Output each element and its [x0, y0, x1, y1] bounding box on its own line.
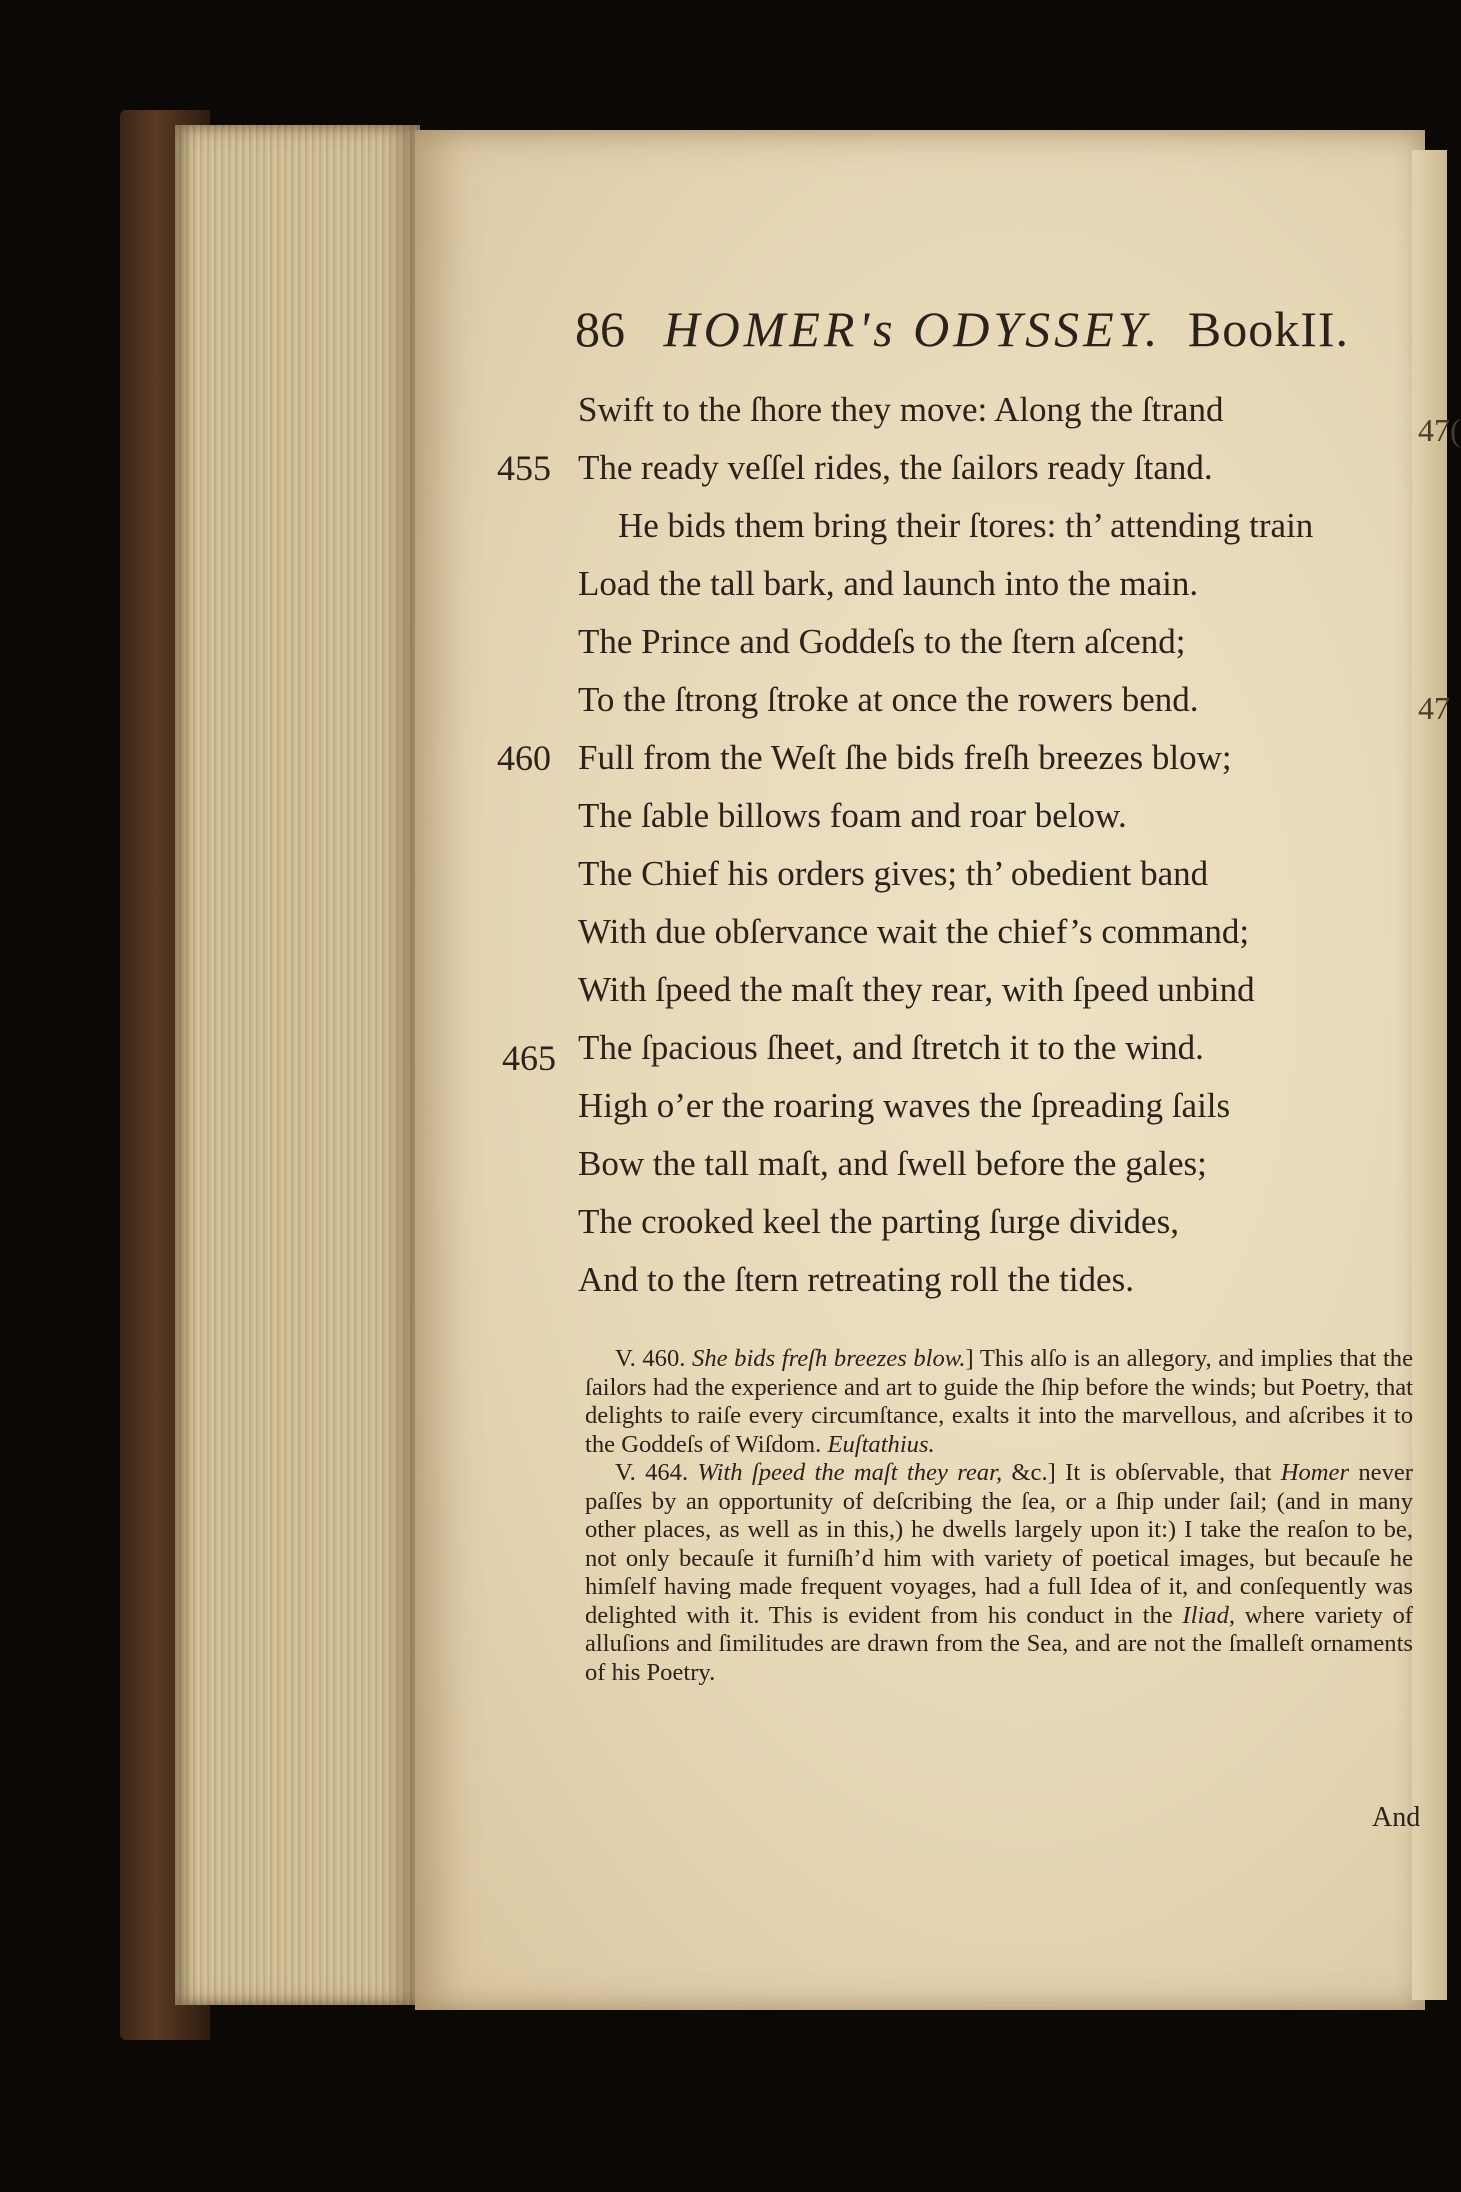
verse-line: Bow the tall maſt, and ſwell before the gales;	[578, 1144, 1207, 1183]
verse-line: Full from the Weſt ſhe bids freſh breezes blow;	[578, 738, 1232, 777]
page-number: 86	[575, 301, 625, 357]
line-number: 465	[502, 1038, 556, 1078]
verse-line: The Prince and Goddeſs to the ſtern aſcend;	[578, 622, 1186, 661]
note-lemma: With ſpeed the maſt they rear,	[697, 1459, 1003, 1486]
line-number: 455	[497, 448, 551, 488]
note-text: &c.] It is obſervable, that	[1002, 1459, 1281, 1486]
verse-line: To the ſtrong ſtroke at once the rowers bend.	[578, 680, 1199, 719]
verse-line: The Chief his orders gives; th’ obedient band	[578, 854, 1209, 893]
verse-line: He bids them bring their ſtores: th’ attending train	[618, 506, 1314, 545]
facing-line-number: 47	[1418, 690, 1450, 726]
footnotes	[585, 1345, 1413, 1687]
running-head	[575, 300, 1349, 358]
note-text: never paſſes by an opportunity of deſcribing the ſea, or a ſhip under ſail; (and in many other places, as well as in this,) he dwells largely upon it:) I take the reaſon to be, not only becauſe it furniſh’d him with variety of poetical images, but becauſe he himſelf having made frequent voyages, had a full Idea of it, and conſequently was delighted with it. This is evident from his conduct in the	[585, 1459, 1413, 1629]
note-text: where variety of alluſions and ſimilitudes are drawn from the Sea, and are not the ſmalleſt ornaments of his Poetry.	[585, 1601, 1413, 1686]
verse-line: The crooked keel the parting ſurge divides,	[578, 1202, 1179, 1241]
note-text: ] This alſo is an allegory, and implies that the ſailors had the experience and art to guide the ſhip before the winds; but Poetry, that delights to raiſe every circumſtance, exalts it into the marvellous, and aſcribes it to the Goddeſs of Wiſdom.	[585, 1345, 1413, 1458]
note-source: Euſtathius.	[827, 1430, 935, 1458]
verse-line: And to the ſtern retreating roll the tides.	[578, 1260, 1134, 1299]
catchword: And	[1372, 1802, 1421, 1833]
book-number: BookII.	[1187, 301, 1350, 357]
verse-line: The ſable billows foam and roar below.	[578, 796, 1127, 835]
book-title: HOMER's ODYSSEY.	[663, 301, 1162, 357]
verse-line: With ſpeed the maſt they rear, with ſpeed unbind	[578, 970, 1255, 1009]
verse-line: The ready veſſel rides, the ſailors ready ſtand.	[578, 448, 1213, 487]
footnote	[585, 1345, 1413, 1459]
verse-line: With due obſervance wait the chief’s command;	[578, 912, 1250, 951]
verse-line: The ſpacious ſheet, and ſtretch it to the wind.	[578, 1028, 1204, 1067]
verse-line: High o’er the roaring waves the ſpreading ſails	[578, 1086, 1231, 1125]
facing-line-number: 47(	[1418, 412, 1461, 448]
note-reference: V. 464.	[615, 1459, 689, 1486]
verse-line: Load the tall bark, and launch into the main.	[578, 564, 1199, 603]
note-reference: V. 460.	[615, 1345, 686, 1372]
note-name-homer: Homer	[1280, 1459, 1350, 1486]
verse-line: Swift to the ſhore they move: Along the ſtrand	[578, 390, 1224, 429]
page-block-edges	[175, 125, 420, 2005]
footnote	[585, 1459, 1413, 1687]
note-title-iliad: Iliad,	[1182, 1601, 1236, 1629]
note-lemma: She bids freſh breezes blow.	[692, 1345, 966, 1372]
line-number: 460	[497, 738, 551, 778]
